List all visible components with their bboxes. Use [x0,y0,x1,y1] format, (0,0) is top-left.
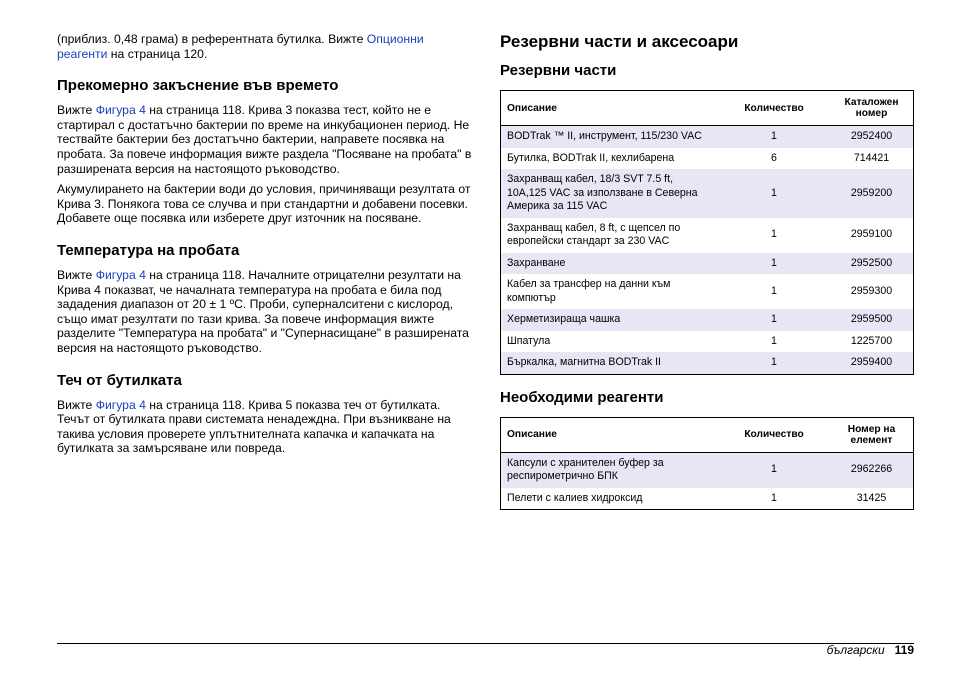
table-row [501,148,914,170]
reagents-table [500,417,914,511]
cell-description: Кабел за трансфер на данни към компютър [507,278,671,304]
header-quantity: Количество [718,91,830,126]
header-item-number: Номер на елемент [830,417,914,452]
cell-description: Капсули с хранителен буфер за респирометрично БПК [501,452,719,488]
cell-description: Захранване [501,253,719,275]
figure-4-link[interactable]: Фигура 4 [95,267,146,282]
paragraph: Вижте Фигура 4 на страница 118. Крива 3 показва тест, който не е стартирал с достатъчно бактерии по време на инкубационен период. Не тествайте бактерии без достатъчно бактерии, направете посявка на пробата. За повече информация вижте раздела "Посяване на пробата" в разширената версия на настоящото ръководство. [57,103,472,176]
table-row [501,274,914,309]
cell-quantity: 1 [771,228,777,241]
page-title: Резервни части и аксесоари [500,32,739,51]
page-number: 119 [894,643,914,657]
cell-number: 2959300 [850,284,893,297]
cell-number: 2962266 [830,452,914,488]
cell-number: 1225700 [850,334,893,347]
left-column [57,32,472,462]
table-row [501,488,914,510]
cell-number: 31425 [856,491,887,504]
cell-number: 714421 [853,151,890,164]
paragraph: Вижте Фигура 4 на страница 118. Крива 5 показва теч от бутилката. Течът от бутилката прави системата ненадеждна. При възникване на такива условия проверете уплътнителната капачка и капачката на бутилката за замърсяване или повреда. [57,397,451,456]
header-description: Описание [501,417,719,452]
section-heading-time-delay: Прекомерно закъснение във времето [57,77,339,95]
figure-4-link[interactable]: Фигура 4 [95,103,146,118]
cell-description: Пелети с калиев хидроксид [507,491,643,504]
cell-quantity: 1 [771,284,777,297]
table-row [501,169,914,218]
cell-description: Бъркалка, магнитна BODTrak II [501,352,719,374]
paragraph: Вижте Фигура 4 на страница 118. Началните отрицателни резултати на Крива 4 показват, че началната температура на пробата е била под зададения диапазон от 20 ± 1 ºC. Проби, суперналситени с кислород, също имат резултати по тази крива. За повече информация вижте разделите "Температура на пробата" и "Супернасищане" в разширената версия на настоящото ръководство. [57,267,469,355]
cell-description: Бутилка, BODTrak II, кехлибарена [507,151,675,164]
table-row [501,218,914,253]
cell-quantity: 1 [718,309,830,331]
table-row [501,126,914,148]
cell-quantity: 1 [771,491,777,504]
cell-quantity: 1 [718,126,830,148]
page-footer [827,643,914,657]
table-row [501,452,914,488]
cell-number: 2959100 [850,228,893,241]
cell-description: Шпатула [507,334,551,347]
right-column [500,32,914,510]
optional-reagents-link[interactable]: Опционни реагенти [57,32,424,61]
cell-number: 2959500 [830,309,914,331]
header-description: Описание [501,91,719,126]
cell-description: Захранващ кабел, 8 ft, с щепсел по европейски стандарт за 230 VAC [507,221,681,247]
reagents-heading: Необходими реагенти [500,388,664,406]
section-heading-bottle-leak: Теч от бутилката [57,371,182,389]
cell-description: BODTrak ™ II, инструмент, 115/230 VAC [501,126,719,148]
cell-description: Херметизираща чашка [501,309,719,331]
table-header-row [501,417,914,452]
cell-quantity: 1 [718,452,830,488]
table-row [501,309,914,331]
section-heading-sample-temperature: Температура на пробата [57,241,240,259]
intro-paragraph: (приблиз. 0,48 грама) в референтната бутилка. Вижте Опционни реагенти на страница 120. [57,32,424,61]
table-row [501,253,914,275]
cell-number: 2959400 [830,352,914,374]
cell-number: 2959200 [830,169,914,218]
paragraph: Акумулирането на бактерии води до условия, причиняващи резултата от Крива 3. Понякога това се случва и при стандартни и добавени посевки. Добавете още посявка или изберете друг източник на посяване. [57,182,471,226]
table-row [501,352,914,374]
header-quantity: Количество [718,417,830,452]
cell-quantity: 6 [771,151,777,164]
header-catalog-number: Каталожен номер [830,91,914,126]
parts-heading: Резервни части [500,62,617,79]
cell-number: 2952400 [830,126,914,148]
footer-language: български [826,643,885,657]
table-header-row [501,91,914,126]
cell-quantity: 1 [718,253,830,275]
cell-quantity: 1 [771,334,777,347]
cell-quantity: 1 [718,169,830,218]
cell-quantity: 1 [718,352,830,374]
table-row [501,331,914,353]
footer-divider [57,643,914,644]
cell-number: 2952500 [830,253,914,275]
cell-description: Захранващ кабел, 18/3 SVT 7.5 ft, 10A,125 VAC за използване в Северна Америка за 115 VAC [501,169,719,218]
parts-table [500,90,914,375]
figure-4-link[interactable]: Фигура 4 [95,397,146,412]
